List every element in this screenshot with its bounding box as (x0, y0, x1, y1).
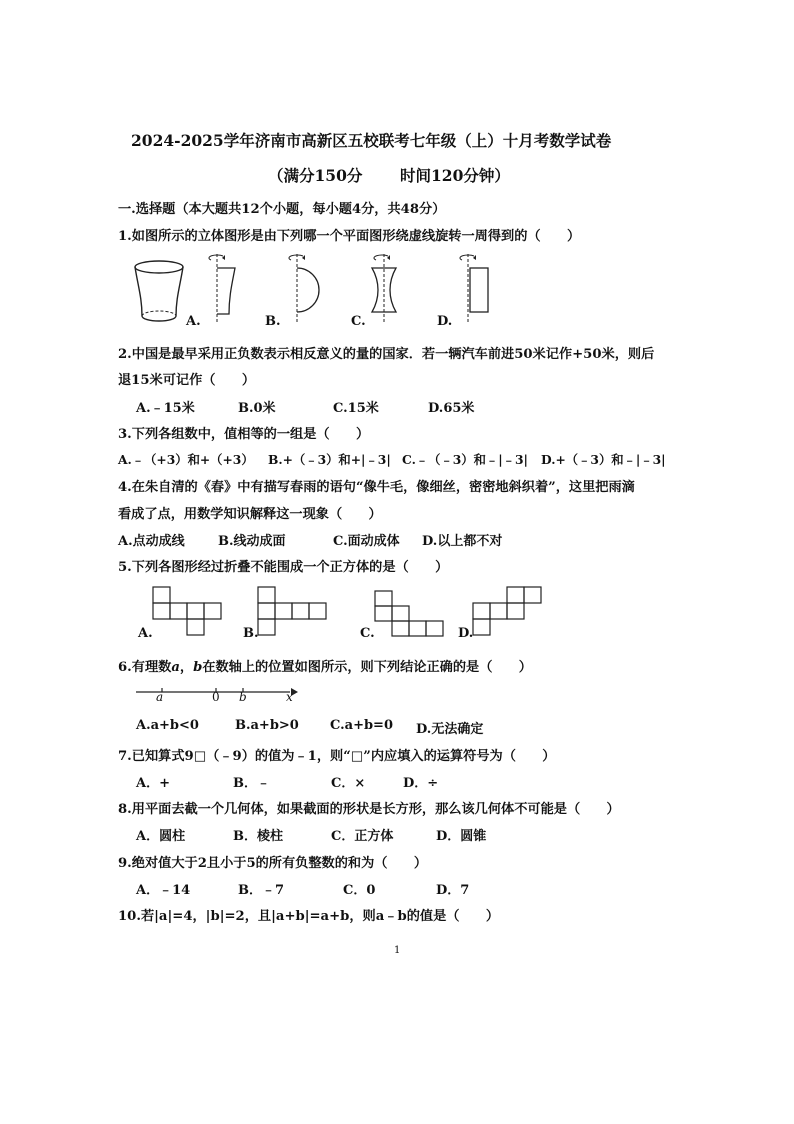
q2-option-d: D.65米 (428, 401, 475, 416)
exam-time: 时间120分钟） (400, 166, 510, 185)
q1-option-b-figure (285, 252, 325, 326)
q1-solid-figure (132, 258, 186, 326)
q3-option-a: A.﹣（+3）和+（+3） (118, 452, 254, 467)
q1-option-d: D. (437, 314, 453, 329)
q1-stem: 1.如图所示的立体图形是由下列哪一个平面图形绕虚线旋转一周得到的（ ） (118, 229, 581, 244)
q5-option-a: A. (138, 626, 153, 641)
page-number: 1 (394, 945, 401, 956)
q8-stem: 8.用平面去截一个几何体，如果截面的形状是长方形，那么该几何体不可能是（ ） (118, 802, 620, 817)
q6-axis-label-x: x (286, 690, 293, 704)
q2-option-c: C.15米 (333, 401, 379, 416)
q8-option-a: A．圆柱 (136, 829, 186, 844)
q2-option-b: B.0米 (238, 401, 276, 416)
q5-option-c: C. (360, 626, 375, 641)
exam-score: （满分150分 (268, 166, 363, 185)
q10-stem: 10.若|a|=4，|b|=2，且|a+b|=a+b，则a﹣b的值是（ ） (118, 909, 500, 924)
q2-option-a: A.﹣15米 (136, 401, 195, 416)
q1-option-a-figure (205, 252, 241, 326)
q9-option-c: C．0 (343, 883, 376, 898)
q3-option-d: D.+（﹣3）和﹣|﹣3| (541, 452, 666, 467)
q6-axis-label-0: 0 (212, 690, 220, 704)
q5-stem: 5.下列各图形经过折叠不能围成一个正方体的是（ ） (118, 560, 449, 575)
q4-option-a: A.点动成线 (118, 534, 185, 549)
q4-option-b: B.线动成面 (218, 534, 286, 549)
q2-stem-line1: 2.中国是最早采用正负数表示相反意义的量的国家．若一辆汽车前进50米记作+50米，则后 (118, 347, 655, 362)
q1-option-c: C. (351, 314, 366, 329)
q5-option-b: B. (243, 626, 259, 641)
q1-option-b: B. (265, 314, 281, 329)
q6-option-d: D.无法确定 (416, 722, 484, 737)
q8-option-c: C．正方体 (331, 829, 394, 844)
q1-option-a: A. (186, 314, 201, 329)
q4-option-d: D.以上都不对 (422, 534, 503, 549)
q5-option-c-net (374, 590, 450, 640)
q4-option-c: C.面动成体 (333, 534, 400, 549)
q7-option-a: A．+ (136, 776, 170, 791)
exam-title: 2024-2025学年济南市高新区五校联考七年级（上）十月考数学试卷 (131, 131, 612, 150)
q3-option-b: B.+（﹣3）和+|﹣3| (268, 452, 391, 467)
q6-var-b: b (193, 660, 203, 675)
q7-option-b: B．﹣ (233, 776, 270, 791)
q8-option-b: B．棱柱 (233, 829, 283, 844)
q6-axis-label-b: b (239, 690, 247, 704)
q7-option-d: D．÷ (403, 776, 439, 791)
q5-option-d-net (472, 586, 548, 640)
q6-stem (118, 656, 532, 675)
q6-option-a: A.a+b<0 (136, 718, 199, 733)
q1-option-d-figure (456, 252, 496, 326)
q7-stem: 7.已知算式9□（﹣9）的值为﹣1，则“□”内应填入的运算符号为（ ） (118, 749, 556, 764)
q3-option-c: C.﹣（﹣3）和﹣|﹣3| (402, 452, 528, 467)
q9-stem: 9.绝对值大于2且小于5的所有负整数的和为（ ） (118, 856, 428, 871)
q6-var-a: a (171, 660, 180, 675)
q4-stem-line2: 看成了点，用数学知识解释这一现象（ ） (118, 507, 382, 522)
q3-stem: 3.下列各组数中，值相等的一组是（ ） (118, 427, 370, 442)
q6-option-c: C.a+b=0 (330, 718, 393, 733)
q5-option-d: D. (458, 626, 474, 641)
section-heading: 一.选择题（本大题共12个小题，每小题4分，共48分） (118, 202, 446, 217)
q6-axis-label-a: a (156, 690, 164, 704)
q8-option-d: D．圆锥 (436, 829, 487, 844)
q5-option-a-net (152, 586, 228, 638)
q7-option-c: C．× (331, 776, 366, 791)
q1-option-c-figure (368, 252, 410, 326)
q2-stem-line2: 退15米可记作（ ） (118, 373, 256, 388)
q9-option-d: D．7 (436, 883, 470, 898)
q9-option-a: A．﹣14 (136, 883, 191, 898)
q6-option-b: B.a+b>0 (235, 718, 299, 733)
q6-comma: ， (179, 660, 194, 675)
q6-stem-post: 在数轴上的位置如图所示，则下列结论正确的是（ ） (202, 660, 532, 675)
q9-option-b: B．﹣7 (238, 883, 285, 898)
q5-option-b-net (257, 586, 337, 640)
q6-stem-pre: 6.有理数 (118, 660, 172, 675)
q4-stem-line1: 4.在朱自清的《春》中有描写春雨的语句“像牛毛，像细丝，密密地斜织着”，这里把雨滴 (118, 480, 635, 495)
